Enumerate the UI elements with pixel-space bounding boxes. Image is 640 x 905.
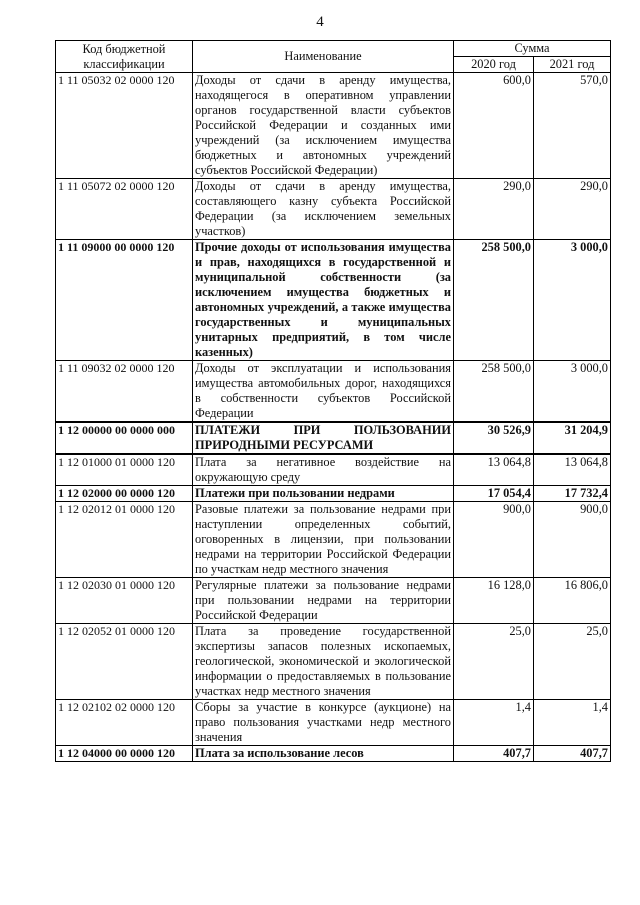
table-row	[56, 624, 611, 700]
row-amount-2021: 570,0	[534, 73, 611, 179]
row-name: Платежи при пользовании недрами	[193, 486, 454, 502]
header-sum: Сумма	[454, 41, 611, 57]
row-amount-2020: 16 128,0	[454, 578, 534, 624]
row-amount-2020: 407,7	[454, 746, 534, 762]
row-code: 1 11 09000 00 0000 120	[56, 240, 193, 361]
row-amount-2021: 900,0	[534, 502, 611, 578]
row-amount-2020: 258 500,0	[454, 240, 534, 361]
row-amount-2020: 600,0	[454, 73, 534, 179]
table-row	[56, 746, 611, 762]
row-amount-2020: 900,0	[454, 502, 534, 578]
row-code: 1 12 02000 00 0000 120	[56, 486, 193, 502]
row-code: 1 12 01000 01 0000 120	[56, 454, 193, 486]
row-amount-2020: 30 526,9	[454, 422, 534, 454]
row-amount-2021: 31 204,9	[534, 422, 611, 454]
row-name: Плата за негативное воздействие на окружающую среду	[193, 454, 454, 486]
row-code: 1 12 02052 01 0000 120	[56, 624, 193, 700]
table-row	[56, 578, 611, 624]
row-amount-2020: 13 064,8	[454, 454, 534, 486]
row-amount-2021: 1,4	[534, 700, 611, 746]
row-name: Плата за проведение государственной экспертизы запасов полезных ископаемых, геологической, экономической и экологической информации о предоставляемых в пользование участках недр местного значения	[193, 624, 454, 700]
table-row	[56, 179, 611, 240]
table-row	[56, 486, 611, 502]
header-year-2020: 2020 год	[454, 57, 534, 73]
table-row	[56, 361, 611, 423]
row-name: Прочие доходы от использования имущества и прав, находящихся в государственной и муниципальной собственности (за исключением имущества бюджетных и автономных учреждений, а также имущества государственных и муниципальных унитарных предприятий, в том числе казенных)	[193, 240, 454, 361]
header-code: Код бюджетной классификации	[56, 41, 193, 73]
table-row	[56, 700, 611, 746]
row-amount-2021: 25,0	[534, 624, 611, 700]
row-name: Доходы от сдачи в аренду имущества, составляющего казну субъекта Российской Федерации (за исключением земельных участков)	[193, 179, 454, 240]
row-code: 1 12 02102 02 0000 120	[56, 700, 193, 746]
row-amount-2021: 13 064,8	[534, 454, 611, 486]
revenue-table	[55, 40, 611, 762]
table-row	[56, 502, 611, 578]
row-amount-2021: 407,7	[534, 746, 611, 762]
row-amount-2020: 1,4	[454, 700, 534, 746]
row-amount-2020: 17 054,4	[454, 486, 534, 502]
row-name: Плата за использование лесов	[193, 746, 454, 762]
row-code: 1 11 05072 02 0000 120	[56, 179, 193, 240]
row-code: 1 11 09032 02 0000 120	[56, 361, 193, 423]
table-row	[56, 422, 611, 454]
row-amount-2021: 3 000,0	[534, 240, 611, 361]
row-name: Сборы за участие в конкурсе (аукционе) на право пользования участками недр местного значения	[193, 700, 454, 746]
row-amount-2021: 17 732,4	[534, 486, 611, 502]
row-code: 1 11 05032 02 0000 120	[56, 73, 193, 179]
row-code: 1 12 04000 00 0000 120	[56, 746, 193, 762]
row-name: Доходы от сдачи в аренду имущества, находящегося в оперативном управлении органов государственной власти субъектов Российской Федерации и созданных ими учреждений (за исключением имущества бюджетных и автономных учреждений субъектов Российской Федерации)	[193, 73, 454, 179]
table-row	[56, 73, 611, 179]
row-amount-2020: 258 500,0	[454, 361, 534, 423]
row-amount-2021: 3 000,0	[534, 361, 611, 423]
table-body	[56, 73, 611, 762]
row-amount-2021: 290,0	[534, 179, 611, 240]
row-name: Разовые платежи за пользование недрами при наступлении определенных событий, оговоренных в лицензии, при пользовании недрами на территории Российской Федерации по участкам недр местного значения	[193, 502, 454, 578]
row-name: Регулярные платежи за пользование недрами при пользовании недрами на территории Российской Федерации	[193, 578, 454, 624]
row-amount-2020: 25,0	[454, 624, 534, 700]
header-name: Наименование	[193, 41, 454, 73]
row-code: 1 12 02030 01 0000 120	[56, 578, 193, 624]
row-name: ПЛАТЕЖИ ПРИ ПОЛЬЗОВАНИИ ПРИРОДНЫМИ РЕСУРСАМИ	[193, 422, 454, 454]
row-name: Доходы от эксплуатации и использования имущества автомобильных дорог, находящихся в собственности субъектов Российской Федерации	[193, 361, 454, 423]
row-amount-2020: 290,0	[454, 179, 534, 240]
row-code: 1 12 00000 00 0000 000	[56, 422, 193, 454]
table-row	[56, 454, 611, 486]
table-row	[56, 240, 611, 361]
row-amount-2021: 16 806,0	[534, 578, 611, 624]
header-year-2021: 2021 год	[534, 57, 611, 73]
row-code: 1 12 02012 01 0000 120	[56, 502, 193, 578]
page-number: 4	[316, 14, 324, 30]
